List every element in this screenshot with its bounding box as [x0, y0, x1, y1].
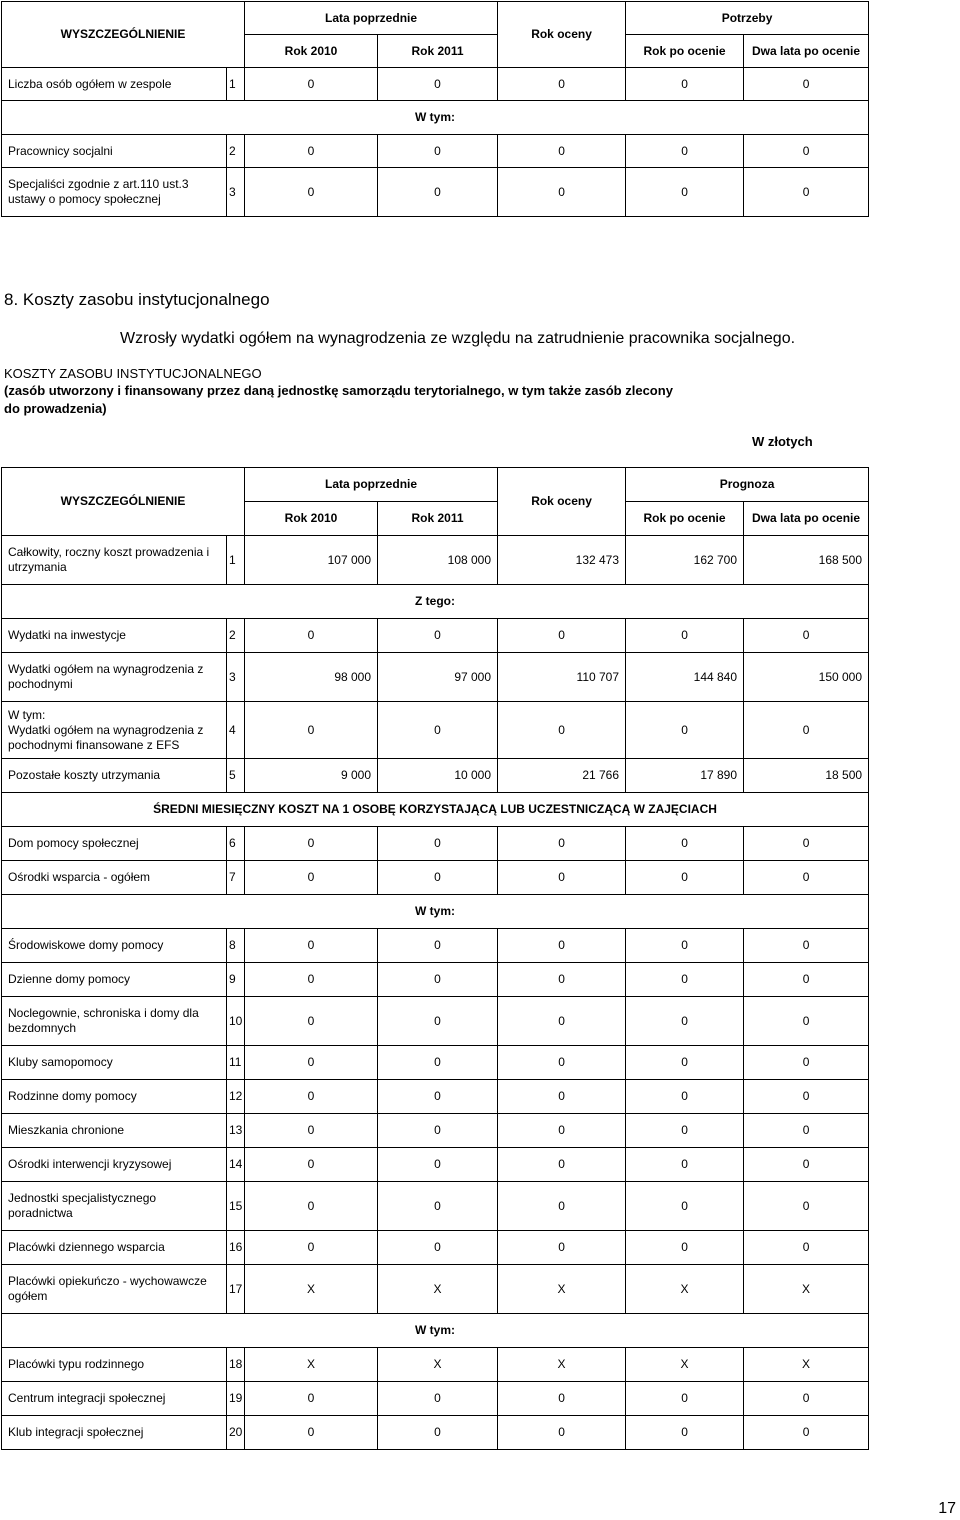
value-cell: 0: [378, 1080, 498, 1114]
value-cell: 0: [626, 168, 744, 217]
value-cell: 0: [245, 1114, 378, 1148]
value-cell: 0: [626, 1148, 744, 1182]
value-cell: 0: [744, 1080, 869, 1114]
value-cell: 0: [498, 827, 626, 861]
value-cell: 0: [744, 68, 869, 101]
row-label: Specjaliści zgodnie z art.110 ust.3 ustawy o pomocy społecznej: [2, 168, 227, 217]
table-row: [2, 1231, 869, 1265]
table-row: [2, 963, 869, 997]
value-cell: 0: [744, 1182, 869, 1231]
header-2011: Rok 2011: [378, 502, 498, 536]
header-2010: Rok 2010: [245, 502, 378, 536]
value-cell: X: [378, 1348, 498, 1382]
table-row: [2, 1416, 869, 1450]
value-cell: X: [626, 1265, 744, 1314]
block-subtitle-line1: (zasób utworzony i finansowany przez daną jednostkę samorządu terytorialnego, w tym także zasób zlecony: [4, 383, 673, 398]
value-cell: 0: [378, 1231, 498, 1265]
row-label: Klub integracji społecznej: [2, 1416, 227, 1450]
table-row: [2, 653, 869, 702]
value-cell: 0: [498, 1080, 626, 1114]
value-cell: 0: [498, 963, 626, 997]
header-past-years: Lata poprzednie: [245, 2, 498, 35]
value-cell: 0: [626, 997, 744, 1046]
value-cell: 0: [498, 1114, 626, 1148]
row-label: Centrum integracji społecznej: [2, 1382, 227, 1416]
value-cell: 0: [245, 861, 378, 895]
value-cell: 0: [498, 1182, 626, 1231]
table-row: [2, 1348, 869, 1382]
value-cell: 0: [626, 135, 744, 168]
block-title: KOSZTY ZASOBU INSTYTUCJONALNEGO: [4, 366, 262, 381]
header-2011: Rok 2011: [378, 35, 498, 68]
value-cell: 0: [626, 1416, 744, 1450]
value-cell: 0: [626, 929, 744, 963]
costs-table: [1, 467, 869, 1450]
value-cell: X: [378, 1265, 498, 1314]
value-cell: 0: [498, 997, 626, 1046]
value-cell: 0: [378, 168, 498, 217]
row-number: 1: [227, 68, 245, 101]
value-cell: 0: [744, 997, 869, 1046]
value-cell: 0: [245, 1182, 378, 1231]
value-cell: 0: [626, 1114, 744, 1148]
value-cell: 0: [378, 997, 498, 1046]
value-cell: X: [744, 1265, 869, 1314]
row-number: 2: [227, 135, 245, 168]
table-row: [2, 1265, 869, 1314]
header-2010: Rok 2010: [245, 35, 378, 68]
row-label: Placówki dziennego wsparcia: [2, 1231, 227, 1265]
table-row: [2, 929, 869, 963]
row-number: 3: [227, 653, 245, 702]
value-cell: 0: [245, 702, 378, 759]
value-cell: 162 700: [626, 536, 744, 585]
subheader-row: [2, 793, 869, 827]
value-cell: 0: [498, 1148, 626, 1182]
table-row: [2, 1382, 869, 1416]
value-cell: 10 000: [378, 759, 498, 793]
subheader-label: W tym:: [2, 895, 869, 929]
row-number: 13: [227, 1114, 245, 1148]
value-cell: 0: [498, 929, 626, 963]
row-label: Dom pomocy społecznej: [2, 827, 227, 861]
table-row: [2, 135, 869, 168]
row-label: W tym: Wydatki ogółem na wynagrodzenia z pochodnymi finansowane z EFS: [2, 702, 227, 759]
subheader-label: ŚREDNI MIESIĘCZNY KOSZT NA 1 OSOBĘ KORZYSTAJĄCĄ LUB UCZESTNICZĄCĄ W ZAJĘCIACH: [2, 793, 869, 827]
row-number: 17: [227, 1265, 245, 1314]
value-cell: 0: [744, 827, 869, 861]
value-cell: 0: [626, 1231, 744, 1265]
header-spec: WYSZCZEGÓLNIENIE: [2, 468, 245, 536]
table-row: [2, 68, 869, 101]
section-note: Wzrosły wydatki ogółem na wynagrodzenia ze względu na zatrudnienie pracownika socjalnego.: [120, 330, 796, 347]
value-cell: 0: [744, 168, 869, 217]
subheader-label: Z tego:: [2, 585, 869, 619]
value-cell: 17 890: [626, 759, 744, 793]
row-number: 12: [227, 1080, 245, 1114]
value-cell: X: [498, 1265, 626, 1314]
row-label: Ośrodki wsparcia - ogółem: [2, 861, 227, 895]
value-cell: 0: [378, 929, 498, 963]
table-row: [2, 997, 869, 1046]
row-number: 20: [227, 1416, 245, 1450]
value-cell: 0: [744, 1231, 869, 1265]
table-row: [2, 536, 869, 585]
value-cell: 0: [744, 135, 869, 168]
value-cell: 0: [378, 135, 498, 168]
block-subtitle-line2: do prowadzenia): [4, 401, 107, 416]
table-row: [2, 619, 869, 653]
value-cell: 107 000: [245, 536, 378, 585]
value-cell: 168 500: [744, 536, 869, 585]
value-cell: 0: [378, 619, 498, 653]
header-after-eval: Rok po ocenie: [626, 502, 744, 536]
page-number: 17: [938, 1500, 956, 1517]
subheader-label: W tym:: [2, 1314, 869, 1348]
value-cell: 0: [245, 135, 378, 168]
header-after-eval: Rok po ocenie: [626, 35, 744, 68]
value-cell: 0: [498, 702, 626, 759]
subheader-row: [2, 895, 869, 929]
row-label: Ośrodki interwencji kryzysowej: [2, 1148, 227, 1182]
row-number: 14: [227, 1148, 245, 1182]
value-cell: 0: [498, 68, 626, 101]
value-cell: 0: [744, 1148, 869, 1182]
value-cell: 0: [245, 1416, 378, 1450]
table-row: [2, 759, 869, 793]
row-label: Pozostałe koszty utrzymania: [2, 759, 227, 793]
subheader-label: W tym:: [2, 101, 869, 135]
row-number: 1: [227, 536, 245, 585]
value-cell: 0: [378, 1182, 498, 1231]
value-cell: 0: [626, 702, 744, 759]
row-number: 9: [227, 963, 245, 997]
value-cell: 0: [744, 963, 869, 997]
row-number: 10: [227, 997, 245, 1046]
unit-label: W złotych: [752, 434, 813, 449]
value-cell: X: [245, 1348, 378, 1382]
value-cell: 0: [378, 1416, 498, 1450]
value-cell: 0: [378, 963, 498, 997]
value-cell: 144 840: [626, 653, 744, 702]
header-forecast: Prognoza: [626, 468, 869, 502]
row-label: Kluby samopomocy: [2, 1046, 227, 1080]
row-label: Mieszkania chronione: [2, 1114, 227, 1148]
row-label: Środowiskowe domy pomocy: [2, 929, 227, 963]
value-cell: 97 000: [378, 653, 498, 702]
value-cell: 0: [245, 619, 378, 653]
row-number: 15: [227, 1182, 245, 1231]
header-needs: Potrzeby: [626, 2, 869, 35]
row-number: 7: [227, 861, 245, 895]
value-cell: 0: [744, 619, 869, 653]
value-cell: 0: [626, 827, 744, 861]
row-label: Liczba osób ogółem w zespole: [2, 68, 227, 101]
value-cell: 0: [626, 619, 744, 653]
value-cell: 150 000: [744, 653, 869, 702]
value-cell: 9 000: [245, 759, 378, 793]
value-cell: 0: [744, 1046, 869, 1080]
value-cell: 0: [498, 135, 626, 168]
value-cell: 0: [378, 702, 498, 759]
value-cell: 0: [498, 861, 626, 895]
row-number: 16: [227, 1231, 245, 1265]
value-cell: 0: [744, 861, 869, 895]
value-cell: 0: [498, 619, 626, 653]
value-cell: 0: [498, 1046, 626, 1080]
row-number: 2: [227, 619, 245, 653]
subheader-row: [2, 1314, 869, 1348]
header-eval-year: Rok oceny: [498, 2, 626, 68]
row-label: Wydatki ogółem na wynagrodzenia z pochodnymi: [2, 653, 227, 702]
section-title: 8. Koszty zasobu instytucjonalnego: [4, 290, 270, 309]
table-row: [2, 1148, 869, 1182]
value-cell: 0: [744, 1114, 869, 1148]
value-cell: 0: [744, 1382, 869, 1416]
value-cell: 0: [378, 827, 498, 861]
value-cell: 0: [378, 1148, 498, 1182]
value-cell: 0: [378, 68, 498, 101]
row-number: 8: [227, 929, 245, 963]
header-past-years: Lata poprzednie: [245, 468, 498, 502]
value-cell: 0: [498, 1382, 626, 1416]
value-cell: X: [245, 1265, 378, 1314]
value-cell: 0: [626, 68, 744, 101]
table-row: [2, 861, 869, 895]
row-label: Placówki opiekuńczo - wychowawcze ogółem: [2, 1265, 227, 1314]
value-cell: X: [626, 1348, 744, 1382]
value-cell: 0: [245, 1231, 378, 1265]
value-cell: 0: [245, 168, 378, 217]
value-cell: 0: [378, 1382, 498, 1416]
row-label: Całkowity, roczny koszt prowadzenia i utrzymania: [2, 536, 227, 585]
value-cell: 98 000: [245, 653, 378, 702]
value-cell: 0: [498, 1416, 626, 1450]
row-number: 6: [227, 827, 245, 861]
value-cell: 0: [245, 827, 378, 861]
table-row: [2, 1182, 869, 1231]
table-row: [2, 827, 869, 861]
table-row: [2, 1080, 869, 1114]
value-cell: 0: [626, 1046, 744, 1080]
subheader-row: [2, 101, 869, 135]
header-eval-year: Rok oceny: [498, 468, 626, 536]
header-spec: WYSZCZEGÓLNIENIE: [2, 2, 245, 68]
value-cell: 0: [245, 929, 378, 963]
row-label: Placówki typu rodzinnego: [2, 1348, 227, 1382]
value-cell: 0: [744, 1416, 869, 1450]
value-cell: 0: [626, 1080, 744, 1114]
value-cell: 0: [498, 1231, 626, 1265]
value-cell: 0: [626, 1182, 744, 1231]
value-cell: 0: [378, 1114, 498, 1148]
value-cell: 0: [744, 702, 869, 759]
value-cell: 0: [378, 1046, 498, 1080]
value-cell: X: [498, 1348, 626, 1382]
value-cell: X: [744, 1348, 869, 1382]
header-two-years: Dwa lata po ocenie: [744, 502, 869, 536]
table-row: [2, 1046, 869, 1080]
value-cell: 0: [378, 861, 498, 895]
row-label: Pracownicy socjalni: [2, 135, 227, 168]
row-number: 5: [227, 759, 245, 793]
value-cell: 0: [245, 1080, 378, 1114]
row-label: Noclegownie, schroniska i domy dla bezdomnych: [2, 997, 227, 1046]
value-cell: 0: [498, 168, 626, 217]
table-row: [2, 168, 869, 217]
value-cell: 132 473: [498, 536, 626, 585]
table-row: [2, 1114, 869, 1148]
value-cell: 0: [245, 963, 378, 997]
value-cell: 108 000: [378, 536, 498, 585]
value-cell: 18 500: [744, 759, 869, 793]
value-cell: 0: [626, 963, 744, 997]
row-number: 3: [227, 168, 245, 217]
row-label: Dzienne domy pomocy: [2, 963, 227, 997]
value-cell: 0: [626, 861, 744, 895]
row-label: Rodzinne domy pomocy: [2, 1080, 227, 1114]
row-label: Jednostki specjalistycznego poradnictwa: [2, 1182, 227, 1231]
row-label: Wydatki na inwestycje: [2, 619, 227, 653]
value-cell: 21 766: [498, 759, 626, 793]
row-number: 19: [227, 1382, 245, 1416]
header-two-years: Dwa lata po ocenie: [744, 35, 869, 68]
value-cell: 0: [245, 997, 378, 1046]
value-cell: 110 707: [498, 653, 626, 702]
value-cell: 0: [245, 1382, 378, 1416]
value-cell: 0: [744, 929, 869, 963]
row-number: 11: [227, 1046, 245, 1080]
value-cell: 0: [626, 1382, 744, 1416]
staff-table: [1, 1, 869, 217]
subheader-row: [2, 585, 869, 619]
value-cell: 0: [245, 1148, 378, 1182]
table-row: [2, 702, 869, 759]
value-cell: 0: [245, 1046, 378, 1080]
value-cell: 0: [245, 68, 378, 101]
row-number: 4: [227, 702, 245, 759]
row-number: 18: [227, 1348, 245, 1382]
